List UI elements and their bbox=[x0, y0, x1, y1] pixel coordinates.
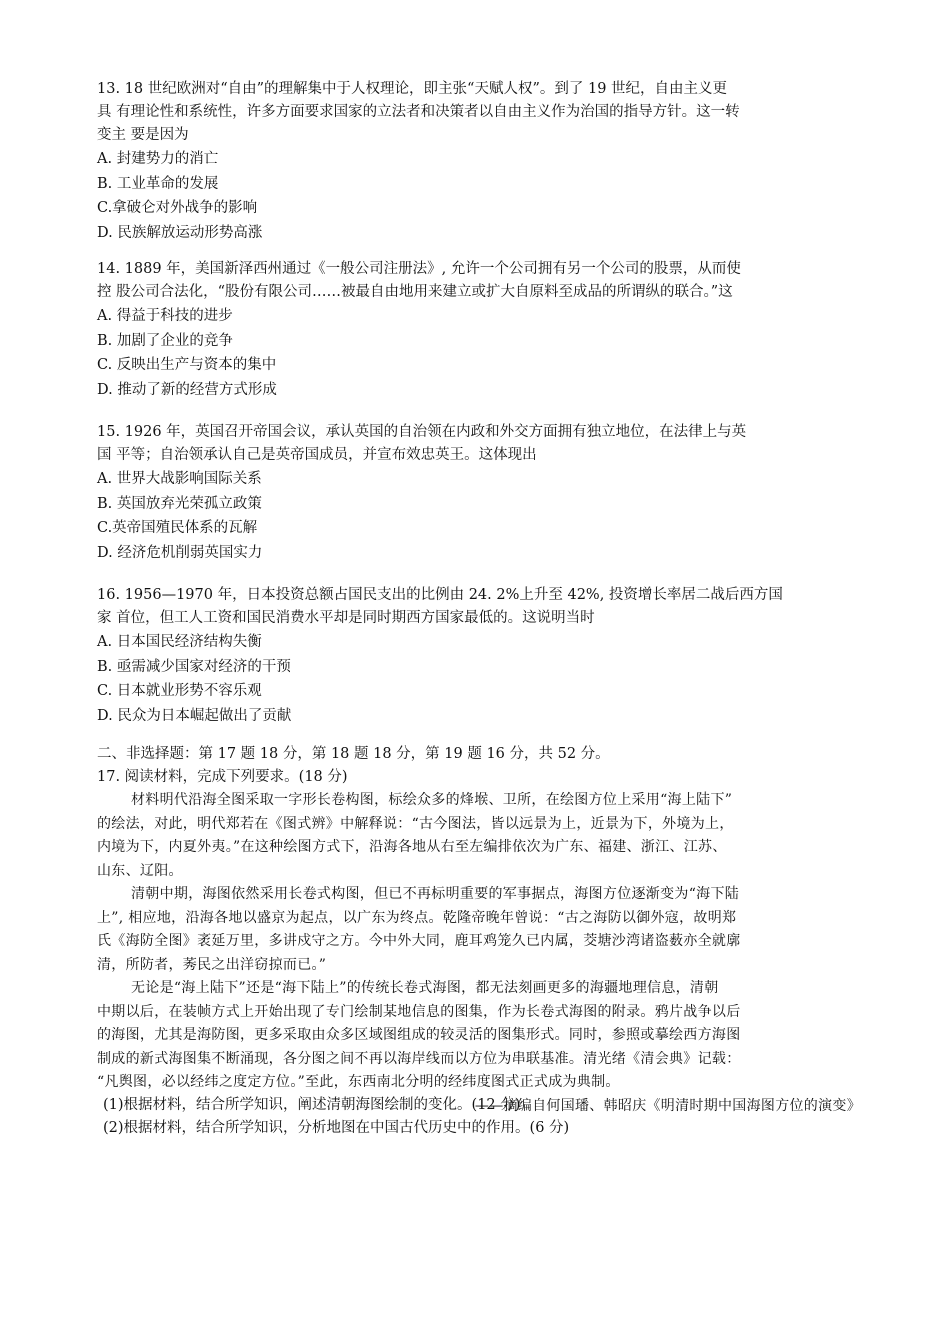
material-line: 的绘法，对此，明代郑若在《图式辨》中解释说：“古今图法，皆以远景为上，近景为下，外境为上， bbox=[97, 815, 734, 832]
material-line: 无论是“海上陆下”还是“海下陆上”的传统长卷式海图，都无法刻画更多的海疆地理信息，清朝 bbox=[131, 980, 719, 996]
section-2-header bbox=[97, 743, 857, 789]
question-17-subquestions bbox=[103, 1094, 863, 1140]
option-c: C.英帝国殖民体系的瓦解 bbox=[97, 520, 258, 536]
option-a: A. 得益于科技的进步 bbox=[97, 308, 233, 324]
material-line: 制成的新式海图集不断涌现，各分图之间不再以海岸线而以方位为串联基准。清光绪《清会典》记载： bbox=[97, 1050, 741, 1067]
question-15 bbox=[97, 421, 857, 565]
question-15-stem-line: 国 平等；自治领承认自己是英帝国成员，并宣布效忠英王。这体现出 bbox=[97, 447, 537, 463]
material-line: 内境为下，内夏外夷。”在这种绘图方式下，沿海各地从右至左编排依次为广东、福建、浙江、江苏、 bbox=[97, 839, 727, 855]
question-13-stem-line: 13. 18 世纪欧洲对“自由”的理解集中于人权理论，即主张“天赋人权”。到了 19 世纪，自由主义更 bbox=[97, 81, 728, 97]
question-16-stem-line: 16. 1956—1970 年，日本投资总额占国民支出的比例由 24. 2%上升至 42%, 投资增长率居二战后西方国 bbox=[97, 587, 783, 603]
option-b: B. 亟需减少国家对经济的干预 bbox=[97, 658, 291, 675]
material-line: 氏《海防全图》袤延万里，多讲戍守之方。今中外大同，鹿耳鸡笼久已内属，茭塘沙湾诸盗薮亦全就廓 bbox=[97, 933, 741, 949]
material-line: 上”, 相应地，沿海各地以盛京为起点，以广东为终点。乾隆帝晚年曾说：“古之海防以御外寇，故明郑 bbox=[97, 909, 737, 926]
option-d: D. 民族解放运动形势高涨 bbox=[97, 224, 263, 241]
material-line: 清，所防者，莠民之出洋窃掠而已。” bbox=[97, 956, 327, 973]
option-a: A. 日本国民经济结构失衡 bbox=[97, 634, 262, 650]
material-line: “凡舆图，必以经纬之度定方位。”至此，东西南北分明的经纬度图式正式成为典制。 bbox=[97, 1074, 620, 1090]
question-14 bbox=[97, 258, 857, 402]
option-a: A. 封建势力的消亡 bbox=[97, 151, 219, 167]
question-17-title: 17. 阅读材料，完成下列要求。(18 分) bbox=[97, 769, 348, 785]
question-16-stem-line: 家 首位，但工人工资和国民消费水平却是同时期西方国家最低的。这说明当时 bbox=[97, 610, 595, 626]
material-line: 的海图，尤其是海防图，更多采取由众多区域图组成的较灵活的图集形式。同时，参照或摹绘西方海图 bbox=[97, 1027, 741, 1043]
material-line: 山东、辽阳。 bbox=[97, 862, 183, 879]
material-block bbox=[97, 789, 867, 1118]
subquestion-2: (2)根据材料，结合所学知识，分析地图在中国古代历史中的作用。(6 分) bbox=[103, 1120, 570, 1136]
material-line: 清朝中期，海图依然采用长卷式构图，但已不再标明重要的军事据点，海图方位逐渐变为“海下陆 bbox=[131, 886, 740, 902]
option-a: A. 世界大战影响国际关系 bbox=[97, 471, 262, 487]
option-d: D. 经济危机削弱英国实力 bbox=[97, 544, 263, 561]
material-source: ——摘编自何国璠、韩昭庆《明清时期中国海图方位的演变》 bbox=[474, 1097, 861, 1114]
section-heading: 二、非选择题：第 17 题 18 分，第 18 题 18 分，第 19 题 16 分，共 52 分。 bbox=[97, 746, 610, 762]
option-b: B. 工业革命的发展 bbox=[97, 175, 219, 192]
question-15-stem-line: 15. 1926 年，英国召开帝国会议，承认英国的自治领在内政和外交方面拥有独立地位，在法律上与英 bbox=[97, 424, 747, 440]
option-b: B. 加剧了企业的竞争 bbox=[97, 332, 233, 349]
question-13-stem-line: 具 有理论性和系统性，许多方面要求国家的立法者和决策者以自由主义作为治国的指导方针。这一转 bbox=[97, 104, 740, 120]
question-13-stem-line: 变主 要是因为 bbox=[97, 127, 189, 143]
option-c: C. 日本就业形势不容乐观 bbox=[97, 683, 262, 699]
option-c: C.拿破仑对外战争的影响 bbox=[97, 200, 258, 216]
question-14-stem-line: 14. 1889 年，美国新泽西州通过《一般公司注册法》, 允许一个公司拥有另一个公司的股票，从而使 bbox=[97, 261, 741, 277]
subquestion-1: (1)根据材料，结合所学知识，阐述清朝海图绘制的变化。(12 分) bbox=[103, 1097, 521, 1113]
option-c: C. 反映出生产与资本的集中 bbox=[97, 357, 277, 373]
option-b: B. 英国放弃光荣孤立政策 bbox=[97, 495, 262, 512]
question-13 bbox=[97, 78, 857, 245]
question-16 bbox=[97, 584, 857, 728]
option-d: D. 民众为日本崛起做出了贡献 bbox=[97, 707, 292, 724]
material-line: 中期以后，在装帧方式上开始出现了专门绘制某地信息的图集，作为长卷式海图的附录。鸦片战争以后 bbox=[97, 1003, 741, 1020]
material-line: 材料明代沿海全图采取一字形长卷构图，标绘众多的烽堠、卫所，在绘图方位上采用“海上陆下” bbox=[131, 792, 733, 808]
question-14-stem-line: 控 股公司合法化，“股份有限公司……被最自由地用来建立或扩大自原料至成品的所谓纵的联合。”这 bbox=[97, 284, 733, 300]
option-d: D. 推动了新的经营方式形成 bbox=[97, 381, 277, 398]
